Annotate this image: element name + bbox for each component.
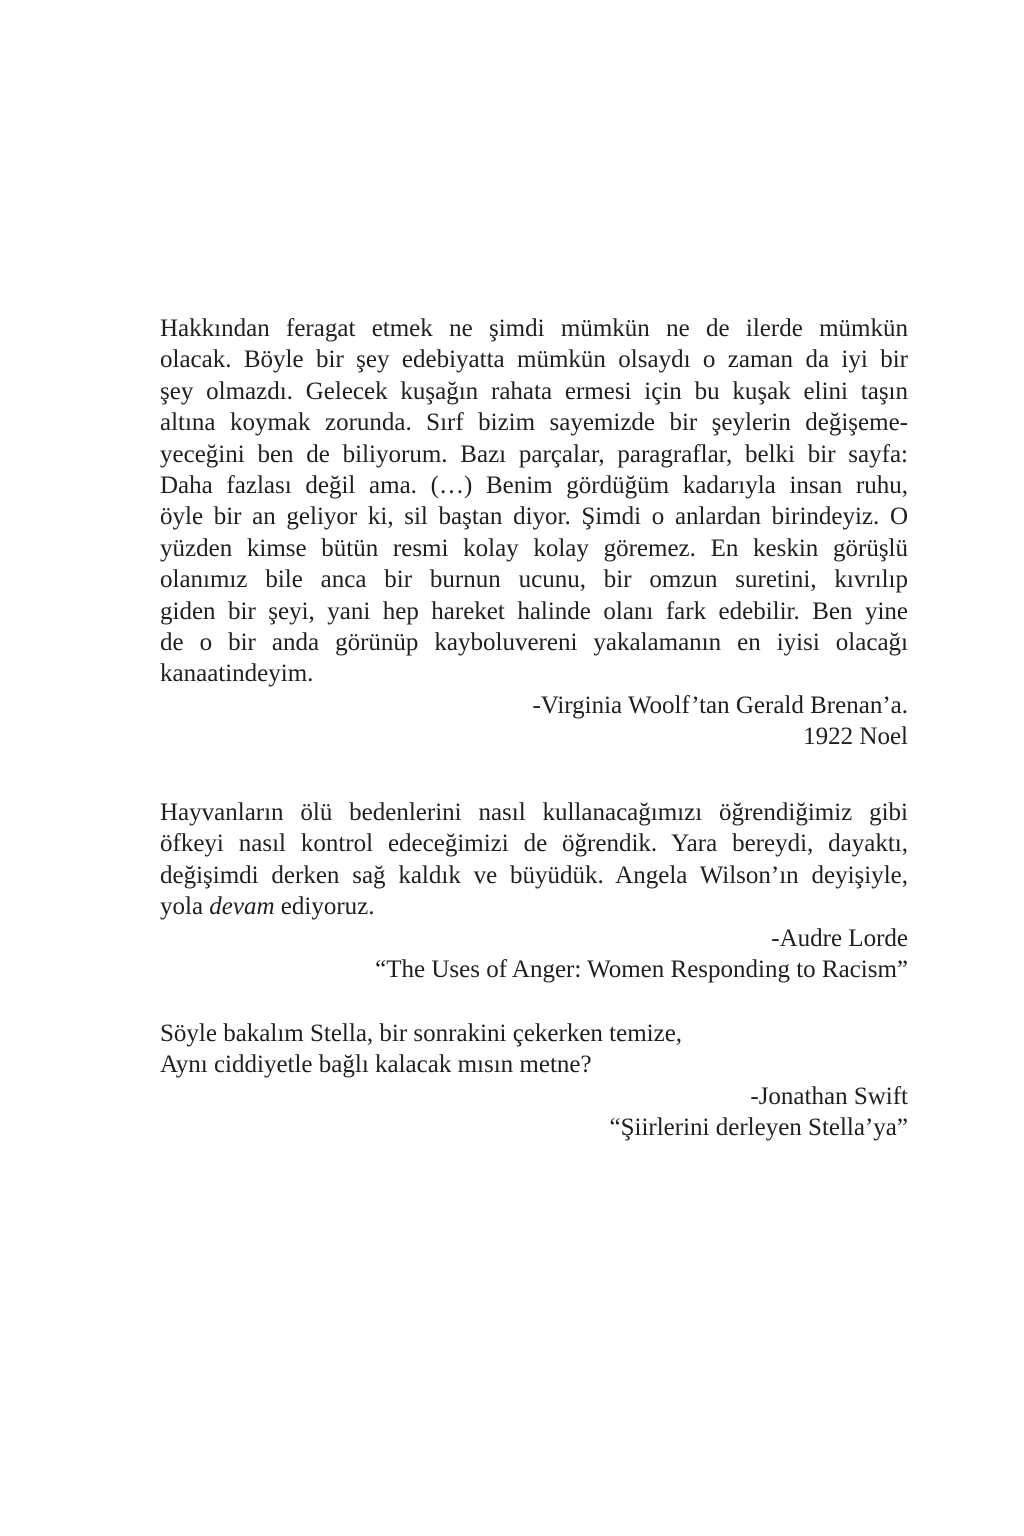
quote-lorde	[160, 797, 908, 985]
quote-line: olacak. Böyle bir şey edebiyatta mümkün olsaydı o zaman da iyi bir	[160, 346, 908, 374]
quote-swift	[160, 1018, 908, 1144]
quote-source: “Şiirlerini derleyen Stella’ya”	[609, 1114, 908, 1142]
quote-line: de o bir anda görünüp kayboluvereni yakalamanın en iyisi olacağı	[160, 629, 908, 657]
quote-attribution: -Audre Lorde	[771, 924, 908, 952]
quote-line: kanaatindeyim.	[160, 660, 314, 688]
quote-line: Hayvanların ölü bedenlerini nasıl kullanacağımızı öğrendiğimiz gibi	[160, 799, 908, 826]
quote-line-prefix: yola	[160, 893, 210, 921]
quote-line-suffix: ediyoruz.	[274, 893, 375, 921]
quote-line: Aynı ciddiyetle bağlı kalacak mısın metne?	[160, 1051, 592, 1079]
quote-line: yüzden kimse bütün resmi kolay kolay göremez. En keskin görüşlü	[160, 534, 908, 562]
quote-line: öyle bir an geliyor ki, sil baştan diyor. Şimdi o anlardan birindeyiz. O	[160, 503, 908, 531]
quote-source: “The Uses of Anger: Women Responding to Racism”	[375, 956, 908, 984]
quote-line: olanımız bile anca bir burnun ucunu, bir omzun suretini, kıvrılıp	[160, 566, 908, 594]
quote-line: Daha fazlası değil ama. (…) Benim gördüğüm kadarıyla insan ruhu,	[160, 472, 908, 500]
quote-line: şey olmazdı. Gelecek kuşağın rahata ermesi için bu kuşak elini taşın	[160, 377, 908, 405]
quote-date: 1922 Noel	[803, 723, 908, 751]
quote-line: giden bir şeyi, yani hep hareket halinde olanı fark edebilir. Ben yine	[160, 597, 908, 625]
quote-emphasis: devam	[209, 893, 275, 921]
quote-line: yeceğini ben de biliyorum. Bazı parçalar, paragraflar, belki bir sayfa:	[160, 440, 908, 468]
quote-line: Söyle bakalım Stella, bir sonrakini çekerken temize,	[160, 1020, 683, 1047]
quote-line: altına koymak zorunda. Sırf bizim sayemizde bir şeylerin değişeme-	[160, 409, 908, 437]
quote-woolf	[160, 313, 908, 753]
quote-line: Hakkından feragat etmek ne şimdi mümkün ne de ilerde mümkün	[160, 315, 908, 342]
quote-attribution: -Virginia Woolf’tan Gerald Brenan’a.	[532, 691, 908, 719]
quote-line: değişimdi derken sağ kaldık ve büyüdük. Angela Wilson’ın deyişiyle,	[160, 861, 908, 889]
quote-attribution: -Jonathan Swift	[750, 1082, 908, 1110]
quote-line: öfkeyi nasıl kontrol edeceğimizi de öğrendik. Yara bereydi, dayaktı,	[160, 830, 908, 858]
quote-line	[160, 891, 908, 922]
